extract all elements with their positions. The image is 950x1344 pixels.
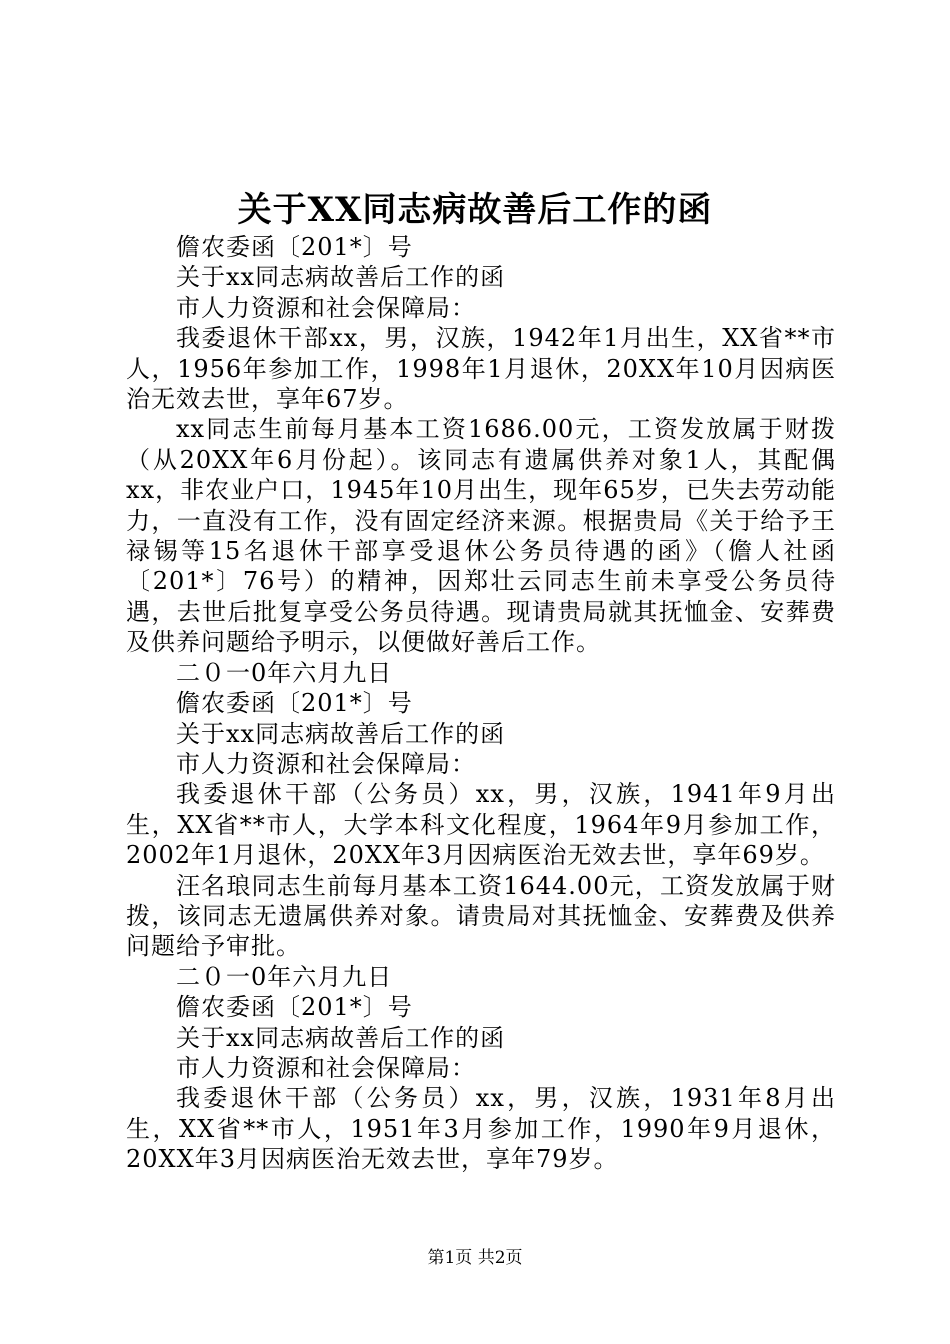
letter-paragraph: 我委退休干部（公务员）xx，男，汉族，1931年8月出生，XX省**市人，1951年3月参加工作，1990年9月退休，20XX年3月因病医治无效去世，享年79岁。 bbox=[126, 1084, 836, 1174]
letter-paragraph: 我委退休干部xx，男，汉族，1942年1月出生，XX省**市人，1956年参加工作，1998年1月退休，20XX年10月因病医治无效去世，享年67岁。 bbox=[126, 324, 836, 414]
letter-reference-number: 儋农委函〔201*〕号 bbox=[176, 233, 413, 261]
document-title: 关于XX同志病故善后工作的函 bbox=[237, 190, 713, 230]
letter-date: 二０一0年六月九日 bbox=[176, 658, 393, 687]
letter-paragraph: 汪名琅同志生前每月基本工资1644.00元，工资发放属于财拨，该同志无遗属供养对象。请贵局对其抚恤金、安葬费及供养问题给予审批。 bbox=[126, 871, 836, 961]
letter-recipient: 市人力资源和社会保障局： bbox=[176, 293, 476, 322]
letter-recipient: 市人力资源和社会保障局： bbox=[176, 1053, 476, 1082]
letter-subject: 关于xx同志病故善后工作的函 bbox=[176, 1023, 506, 1052]
letter-date: 二０一0年六月九日 bbox=[176, 962, 393, 991]
letter-paragraph: 我委退休干部（公务员）xx，男，汉族，1941年9月出生，XX省**市人，大学本科文化程度，1964年9月参加工作，2002年1月退休，20XX年3月因病医治无效去世，享年69岁。 bbox=[126, 780, 836, 870]
letter-subject: 关于xx同志病故善后工作的函 bbox=[176, 719, 506, 748]
page-footer: 第1页 共2页 bbox=[427, 1248, 523, 1268]
letter-reference-number: 儋农委函〔201*〕号 bbox=[176, 689, 413, 718]
document-body bbox=[126, 232, 836, 1175]
letter-reference-number: 儋农委函〔201*〕号 bbox=[176, 993, 413, 1022]
letter-paragraph: xx同志生前每月基本工资1686.00元，工资发放属于财拨（从20XX年6月份起）。该同志有遗属供养对象1人，其配偶xx，非农业户口，1945年10月出生，现年65岁，已失去劳动能力，一直没有工作，没有固定经济来源。根据贵局《关于给予王禄锡等15名退休干部享受退休公务员待遇的函》（儋人社函〔201*〕76号）的精神，因郑壮云同志生前未享受公务员待遇，去世后批复享受公务员待遇。现请贵局就其抚恤金、安葬费及供养问题给予明示，以便做好善后工作。 bbox=[126, 415, 836, 657]
letter-subject: 关于xx同志病故善后工作的函 bbox=[176, 263, 506, 292]
letter-recipient: 市人力资源和社会保障局： bbox=[176, 749, 476, 778]
